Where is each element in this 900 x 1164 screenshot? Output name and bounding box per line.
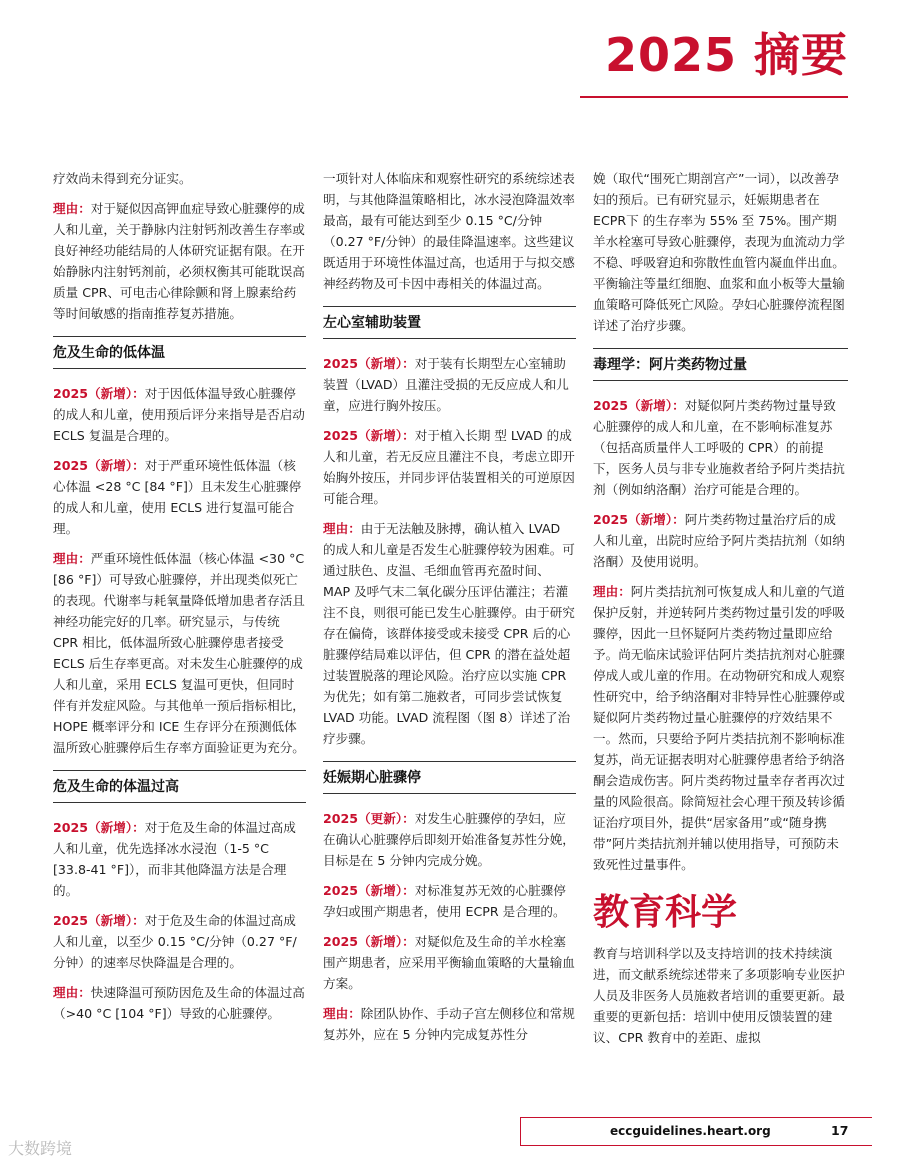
paragraph-text: 快速降温可预防因危及生命的体温过高（>40 °C [104 °F]）导致的心脏骤停。 xyxy=(53,985,305,1021)
paragraph-text: 对发生心脏骤停的孕妇，应在确认心脏骤停后即刻开始准备复苏性分娩，目标是在 5 分钟内完成分娩。 xyxy=(323,811,575,868)
paragraph xyxy=(53,910,306,973)
paragraph-lead: 理由： xyxy=(53,551,91,566)
chapter-title: 教育科学 xyxy=(593,892,738,933)
paragraph-lead: 2025（新增）： xyxy=(593,398,685,413)
paragraph-lead: 2025（新增）： xyxy=(323,883,415,898)
paragraph-lead: 2025（新增）： xyxy=(53,386,145,401)
paragraph-lead: 2025（新增）： xyxy=(53,820,145,835)
header-rule xyxy=(580,96,848,98)
paragraph xyxy=(323,1003,576,1045)
paragraph-lead: 2025（新增）： xyxy=(53,458,145,473)
paragraph xyxy=(593,509,848,572)
paragraph-lead: 2025（新增）： xyxy=(323,356,415,371)
paragraph xyxy=(53,455,306,539)
page-title: 2025 摘要 xyxy=(604,28,848,82)
paragraph xyxy=(323,425,576,509)
paragraph-lead: 理由： xyxy=(323,521,361,536)
paragraph-lead: 理由： xyxy=(53,201,91,216)
paragraph xyxy=(53,383,306,446)
paragraph-text: 对于严重环境性低体温（核心体温 <28 °C [84 °F]）且未发生心脏骤停的成人和儿童，使用 ECLS 进行复温可能合理。 xyxy=(53,458,302,536)
section-heading: 危及生命的体温过高 xyxy=(53,770,306,803)
paragraph xyxy=(323,880,576,922)
paragraph-text: 对标准复苏无效的心脏骤停孕妇或围产期患者，使用 ECPR 是合理的。 xyxy=(323,883,566,919)
paragraph xyxy=(323,518,576,749)
paragraph xyxy=(53,168,306,189)
section-heading: 妊娠期心脏骤停 xyxy=(323,761,576,794)
paragraph xyxy=(593,943,848,1048)
paragraph-text: 对于疑似因高钾血症导致心脏骤停的成人和儿童，关于静脉内注射钙剂改善生存率或良好神经功能结局的人体研究证据有限。在开始静脉内注射钙剂前，必须权衡其可能耽误高质量 CPR、可电击心律除颤和肾上腺素给药等时间敏感的指南推荐复苏措施。 xyxy=(53,201,305,321)
paragraph xyxy=(323,931,576,994)
column-1 xyxy=(53,168,306,1033)
paragraph-text: 一项针对人体临床和观察性研究的系统综述表明，与其他降温策略相比，冰水浸泡降温效率最高，最有可能达到至少 0.15 °C/分钟（0.27 °F/分钟）的最佳降温速率。这些建议既适用于环境性体温过高，也适用于与拟交感神经药物及可卡因中毒相关的体温过高。 xyxy=(323,171,575,291)
footer-url[interactable]: eccguidelines.heart.org xyxy=(610,1124,771,1138)
paragraph xyxy=(323,808,576,871)
paragraph-lead: 理由： xyxy=(323,1006,361,1021)
paragraph-text: 阿片类药物过量治疗后的成人和儿童，出院时应给予阿片类拮抗剂（如纳洛酮）及使用说明。 xyxy=(593,512,845,569)
paragraph xyxy=(53,198,306,324)
paragraph-text: 对疑似阿片类药物过量导致心脏骤停的成人和儿童，在不影响标准复苏（包括高质量伴人工呼吸的 CPR）的前提下，医务人员与非专业施救者给予阿片类拮抗 剂（例如纳洛酮）治疗可能是合理的。 xyxy=(593,398,845,497)
paragraph-lead: 2025（更新）： xyxy=(323,811,415,826)
paragraph xyxy=(593,395,848,500)
paragraph xyxy=(53,817,306,901)
paragraph-text: 对于因低体温导致心脏骤停的成人和儿童，使用预后评分来指导是否启动 ECLS 复温是合理的。 xyxy=(53,386,305,443)
paragraph-text: 对于危及生命的体温过高成人和儿童，优先选择冰水浸泡（1-5 °C [33.8-41 °F]），而非其他降温方法是合理的。 xyxy=(53,820,296,898)
section-heading: 毒理学：阿片类药物过量 xyxy=(593,348,848,381)
section-heading: 左心室辅助装置 xyxy=(323,306,576,339)
column-2 xyxy=(323,168,576,1054)
paragraph-text: 对于装有长期型左心室辅助装置（LVAD）且灌注受损的无反应成人和儿童，应进行胸外按压。 xyxy=(323,356,569,413)
paragraph-text: 对疑似危及生命的羊水栓塞围产期患者，应采用平衡输血策略的大量输血方案。 xyxy=(323,934,575,991)
paragraph-lead: 2025（新增）： xyxy=(593,512,685,527)
paragraph-lead: 2025（新增）： xyxy=(323,934,415,949)
paragraph-text: 娩（取代“围死亡期剖宫产”一词），以改善孕妇的预后。已有研究显示，妊娠期患者在 ECPR下 的生存率为 55% 至 75%。围产期羊水栓塞可导致心脏骤停，表现为血流动力学不稳、呼吸窘迫和弥散性血管内凝血伴出血。平衡输注等量红细胞、血浆和血小板等大量输血策略可降低死亡风险。孕妇心脏骤停流程图详述了治疗步骤。 xyxy=(593,171,845,333)
paragraph-text: 对于危及生命的体温过高成人和儿童，以至少 0.15 °C/分钟（0.27 °F/分钟）的速率尽快降温是合理的。 xyxy=(53,913,297,970)
paragraph-text: 除团队协作、手动子宫左侧移位和常规复苏外，应在 5 分钟内完成复苏性分 xyxy=(323,1006,575,1042)
watermark: 大数跨境 xyxy=(8,1139,73,1158)
paragraph xyxy=(53,548,306,758)
page-number: 17 xyxy=(831,1123,849,1138)
paragraph-lead: 理由： xyxy=(53,985,91,1000)
paragraph xyxy=(593,581,848,875)
paragraph xyxy=(323,353,576,416)
paragraph-text: 对于植入长期 型 LVAD 的成人和儿童，若无反应且灌注不良，考虑立即开始胸外按压，并同步评估装置相关的可逆原因可能合理。 xyxy=(323,428,575,506)
paragraph-text: 严重环境性低体温（核心体温 <30 °C [86 °F]）可导致心脏骤停，并出现类似死亡的表现。代谢率与耗氧量降低增加患者存活且神经功能完好的几率。研究显示，与传统 CPR 相比，低体温所致心脏骤停患者接受 ECLS 后生存率更高。对未发生心脏骤停的成人和儿童，采用 ECLS 复温可更快，但同时伴有并发症风险。与其他单一预后指标相比，HOPE 概率评分和 ICE 生存评分在预测低体温所致心脏骤停后生存率方面验证更为充分。 xyxy=(53,551,305,755)
paragraph-text: 疗效尚未得到充分证实。 xyxy=(53,171,192,186)
paragraph-lead: 理由： xyxy=(593,584,631,599)
paragraph-lead: 2025（新增）： xyxy=(53,913,145,928)
section-heading: 危及生命的低体温 xyxy=(53,336,306,369)
paragraph-text: 教育与培训科学以及支持培训的技术持续演进，而文献系统综述带来了多项影响专业医护人员及非医务人员施救者培训的重要更新。最重要的更新包括：培训中使用反馈装置的建议、CPR 教育中的差距、虚拟 xyxy=(593,946,845,1045)
paragraph-text: 由于无法触及脉搏，确认植入 LVAD 的成人和儿童是否发生心脏骤停较为困难。可通过肤色、皮温、毛细血管再充盈时间、MAP 及呼气末二氧化碳分压评估灌注；若灌注不良，则很可能已发生心脏骤停。由于研究存在偏倚，该群体接受或未接受 CPR 后的心脏骤停结局难以评估，但 CPR 的潜在益处超过装置脱落的理论风险。治疗应以实施 CPR 为优先；如有第二施救者，可同步尝试恢复 LVAD 功能。LVAD 流程图（图 8）详述了治疗步骤。 xyxy=(323,521,575,746)
paragraph xyxy=(593,168,848,336)
paragraph-lead: 2025（新增）： xyxy=(323,428,415,443)
paragraph xyxy=(53,982,306,1024)
column-3 xyxy=(593,168,848,1057)
paragraph-text: 阿片类拮抗剂可恢复成人和儿童的气道保护反射，并逆转阿片类药物过量引发的呼吸骤停，因此一旦怀疑阿片类药物过量即应给予。尚无临床试验评估阿片类拮抗剂对心脏骤停成人或儿童的作用。在动物研究和成人观察性研究中，给予纳洛酮对非特异性心脏骤停或疑似阿片类药物过量心脏骤停的疗效结果不一。然而，只要给予阿片类拮抗剂不影响标准复苏，尚无证据表明对心脏骤停患者给予纳洛酮会造成伤害。阿片类药物过量幸存者再次过量的风险很高。除简短社会心理干预及转诊循证治疗项目外，提供“居家备用”或“随身携带”阿片类拮抗剂并辅以使用指导，可预防未致死性过量事件。 xyxy=(593,584,845,872)
paragraph xyxy=(323,168,576,294)
